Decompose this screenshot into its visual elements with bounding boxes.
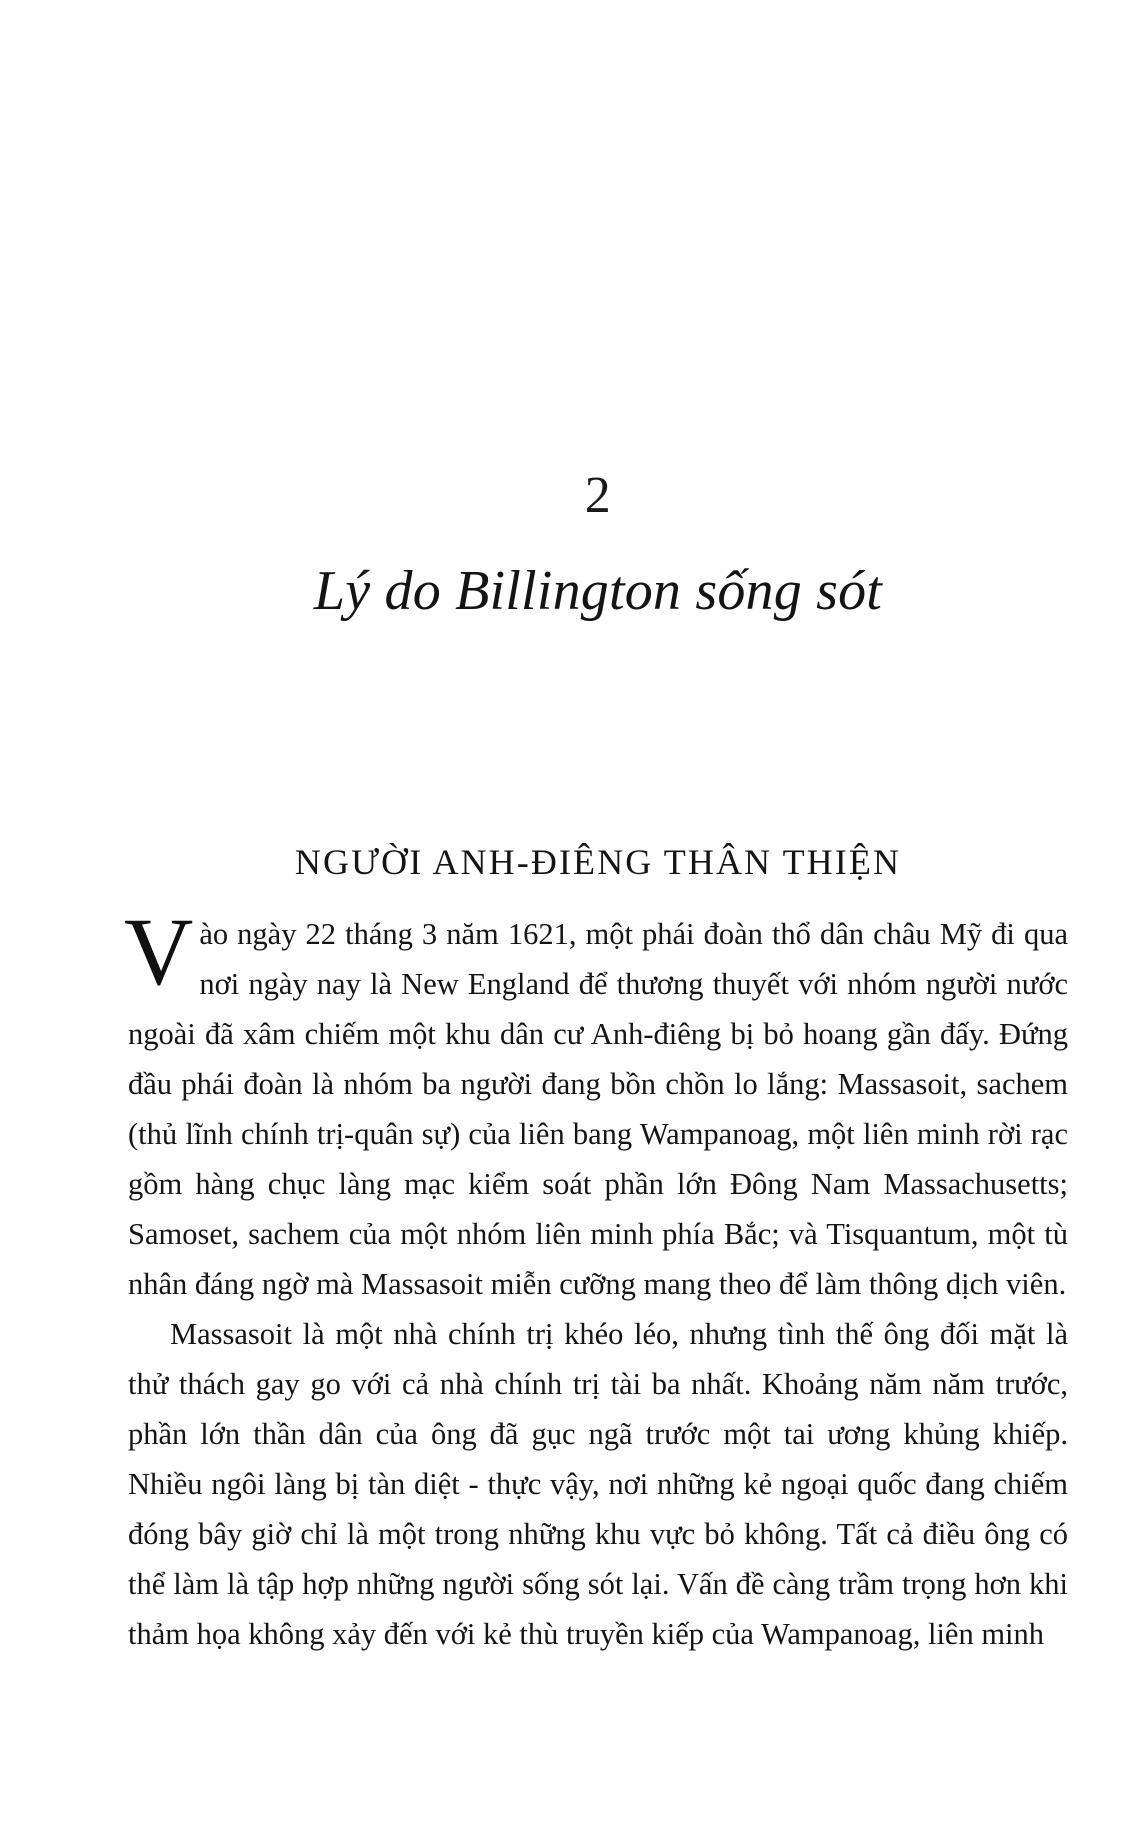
section-heading: NGƯỜI ANH-ĐIÊNG THÂN THIỆN bbox=[294, 841, 902, 882]
paragraph bbox=[128, 1309, 1068, 1659]
paragraph bbox=[124, 897, 1068, 1309]
chapter-title: Lý do Billington sống sót bbox=[313, 560, 883, 622]
drop-cap: V bbox=[124, 897, 194, 1005]
paragraph-text: ào ngày 22 tháng 3 năm 1621, một phái đoàn thổ dân châu Mỹ đi qua nơi ngày nay là New England để thương thuyết với nhóm người nước ngoài đã xâm chiếm một khu dân cư Anh-điêng bị bỏ hoang gần đấy. Đứng đầu phái đoàn là nhóm ba người đang bồn chồn lo lắng: Massasoit, sachem (thủ lĩnh chính trị-quân sự) của liên bang Wampanoag, một liên minh rời rạc gồm hàng chục làng mạc kiểm soát phần lớn Đông Nam Massachusetts; Samoset, sachem của một nhóm liên minh phía Bắc; và Tisquantum, một tù nhân đáng ngờ mà Massasoit miễn cưỡng mang theo để làm thông dịch viên. bbox=[128, 916, 1068, 1301]
body-text bbox=[124, 897, 1068, 1659]
paragraph-text: Massasoit là một nhà chính trị khéo léo, nhưng tình thế ông đối mặt là thử thách gay go với cả nhà chính trị tài ba nhất. Khoảng năm năm trước, phần lớn thần dân của ông đã gục ngã trước một tai ương khủng khiếp. Nhiều ngôi làng bị tàn diệt - thực vậy, nơi những kẻ ngoại quốc đang chiếm đóng bây giờ chỉ là một trong những khu vực bỏ không. Tất cả điều ông có thể làm là tập hợp những người sống sót lại. Vấn đề càng trầm trọng hơn khi thảm họa không xảy đến với kẻ thù truyền kiếp của Wampanoag, liên minh bbox=[128, 1316, 1068, 1651]
chapter-number: 2 bbox=[584, 467, 612, 524]
page-content bbox=[124, 0, 1068, 1659]
